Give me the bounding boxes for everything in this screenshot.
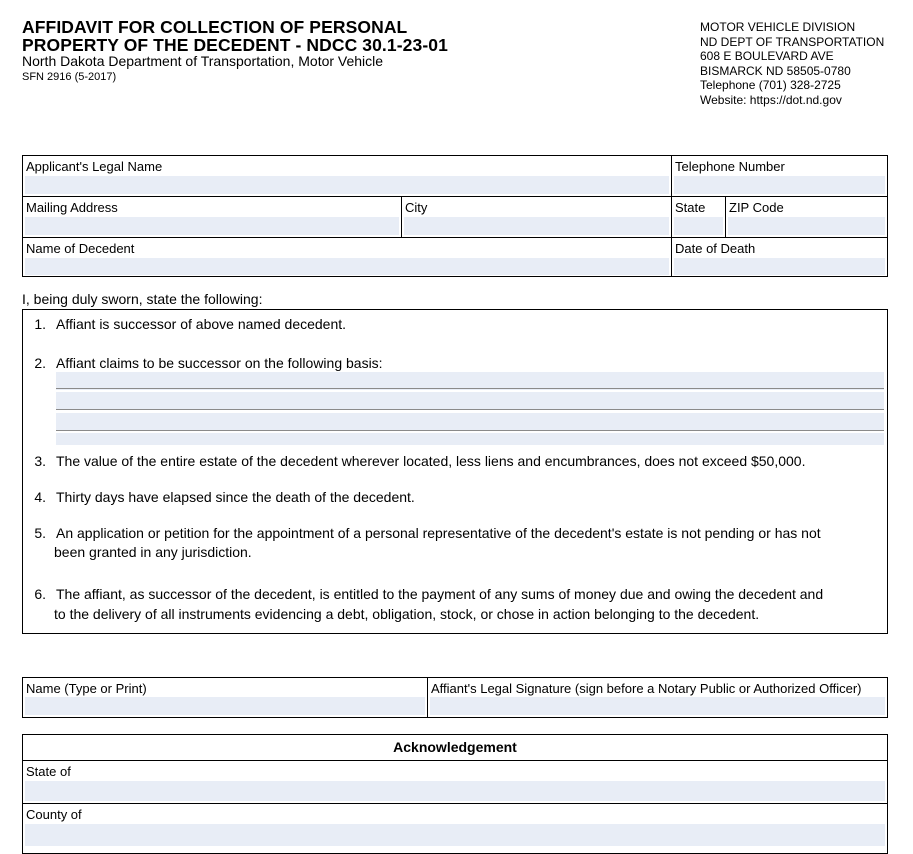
state-of-cell	[23, 761, 887, 803]
telephone-cell	[672, 156, 887, 196]
form-number: SFN 2916 (5-2017)	[22, 71, 117, 83]
applicant-name-label: Applicant's Legal Name	[26, 159, 163, 174]
zip-label: ZIP Code	[729, 200, 784, 215]
state-of-label: State of	[26, 764, 71, 779]
sworn-statement-intro: I, being duly sworn, state the following:	[22, 291, 263, 307]
mailing-address-field[interactable]	[25, 217, 399, 235]
address-line-division: MOTOR VEHICLE DIVISION	[700, 20, 856, 34]
telephone-label: Telephone Number	[675, 159, 785, 174]
city-label: City	[405, 200, 428, 215]
city-cell	[402, 197, 671, 237]
applicant-name-cell	[23, 156, 671, 196]
affiant-signature-cell	[428, 678, 887, 717]
affiant-signature-field[interactable]	[430, 697, 885, 715]
office-address	[700, 20, 884, 107]
basis-underline	[56, 430, 884, 431]
applicant-name-field[interactable]	[25, 176, 669, 194]
decedent-name-cell	[23, 238, 671, 276]
county-of-label: County of	[26, 807, 82, 822]
item-number: 3.	[34, 453, 46, 469]
decedent-name-label: Name of Decedent	[26, 241, 135, 256]
zip-field[interactable]	[728, 217, 885, 235]
column-divider	[671, 156, 672, 276]
date-of-death-field[interactable]	[674, 258, 885, 275]
item-number: 5.	[34, 525, 46, 541]
printed-name-field[interactable]	[25, 697, 425, 715]
county-of-cell	[23, 804, 887, 849]
mailing-address-label: Mailing Address	[26, 200, 118, 215]
form-title-line2: PROPERTY OF THE DECEDENT - NDCC 30.1-23-01	[22, 35, 448, 55]
form-title-line1: AFFIDAVIT FOR COLLECTION OF PERSONAL	[22, 17, 408, 37]
address-line-city: BISMARCK ND 58505-0780	[700, 63, 851, 78]
applicant-info-box	[22, 155, 888, 277]
address-line-dept: ND DEPT OF TRANSPORTATION	[700, 34, 885, 49]
state-field[interactable]	[674, 217, 723, 235]
acknowledgement-box	[22, 734, 888, 854]
telephone-field[interactable]	[674, 176, 885, 194]
state-of-field[interactable]	[25, 781, 885, 801]
item-text: The value of the entire estate of the decedent wherever located, less liens and encumbrances, does not exceed $50,000.	[56, 453, 806, 469]
zip-cell	[726, 197, 887, 237]
item-number: 4.	[34, 489, 46, 505]
item-text-line1: An application or petition for the appointment of a personal representative of the decedent's estate is not pending or has not	[56, 525, 821, 541]
decedent-name-field[interactable]	[25, 258, 669, 275]
item-text: Thirty days have elapsed since the death of the decedent.	[56, 489, 415, 505]
item-text: Affiant claims to be successor on the following basis:	[56, 355, 383, 371]
item-number: 2.	[34, 355, 46, 371]
date-of-death-label: Date of Death	[675, 241, 756, 256]
basis-field-2[interactable]	[56, 392, 884, 410]
state-label: State	[675, 200, 706, 215]
basis-field-3[interactable]	[56, 413, 884, 431]
item-text: Affiant is successor of above named decedent.	[56, 316, 347, 332]
item-text-line2: been granted in any jurisdiction.	[54, 544, 252, 560]
address-line-telephone: Telephone (701) 328-2725	[700, 78, 841, 92]
basis-underline	[56, 409, 884, 410]
item-text-line2: to the delivery of all instruments evidencing a debt, obligation, stock, or chose in action belonging to the decedent.	[54, 606, 760, 622]
affiant-signature-label: Affiant's Legal Signature (sign before a Notary Public or Authorized Officer)	[431, 681, 862, 696]
acknowledgement-title: Acknowledgement	[393, 739, 517, 755]
item-text-line1: The affiant, as successor of the decedent, is entitled to the payment of any sums of money due and owing the decedent and	[56, 586, 824, 602]
department-name: North Dakota Department of Transportation, Motor Vehicle	[22, 53, 384, 69]
item-number: 1.	[34, 316, 46, 332]
state-cell	[672, 197, 725, 237]
item-number: 6.	[34, 586, 46, 602]
signature-box	[22, 677, 888, 718]
printed-name-cell	[23, 678, 427, 717]
basis-field-4[interactable]	[56, 433, 884, 445]
date-of-death-cell	[672, 238, 887, 276]
address-line-website: Website: https://dot.nd.gov	[700, 92, 842, 107]
county-of-field[interactable]	[25, 824, 885, 846]
column-divider	[725, 196, 726, 237]
basis-underline	[56, 388, 884, 389]
column-divider	[401, 196, 402, 237]
mailing-address-cell	[23, 197, 401, 237]
printed-name-label: Name (Type or Print)	[26, 681, 147, 696]
address-line-street: 608 E BOULEVARD AVE	[700, 49, 834, 63]
city-field[interactable]	[404, 217, 669, 235]
